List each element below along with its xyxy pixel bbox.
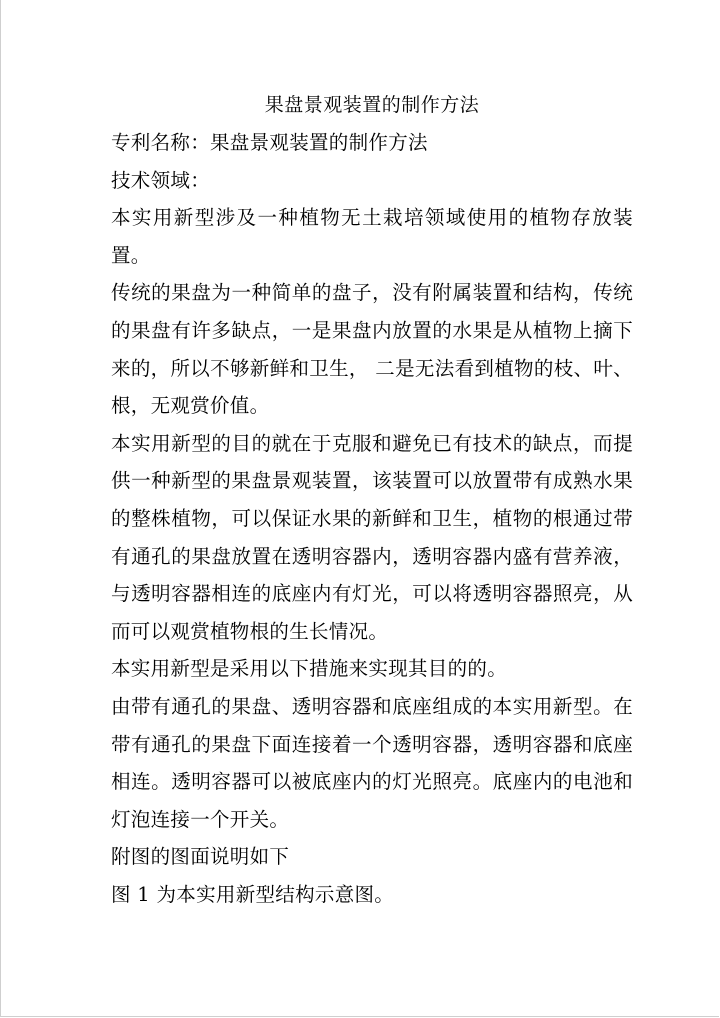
paragraph-figure-heading: 附图的图面说明如下 xyxy=(111,845,290,869)
section-heading-technical-field: 技术领域： xyxy=(111,168,211,192)
document-body xyxy=(111,86,633,913)
document-title: 果盘景观装置的制作方法 xyxy=(264,94,480,116)
patent-name-line: 专利名称：果盘景观装置的制作方法 xyxy=(111,131,428,154)
paragraph-figure-1: 图 1 为本实用新型结构示意图。 xyxy=(111,882,395,906)
paragraph-field: 本实用新型涉及一种植物无土栽培领域使用的植物存放装置。 xyxy=(111,206,633,267)
paragraph-background: 传统的果盘为一种简单的盘子，没有附属装置和结构，传统的果盘有许多缺点，一是果盘内放置的水果是从植物上摘下来的，所以不够新鲜和卫生， 二是无法看到植物的枝、叶、根，无观赏价值。 xyxy=(111,281,633,418)
paragraph-purpose: 本实用新型的目的就在于克服和避免已有技术的缺点，而提供一种新型的果盘景观装置，该装置可以放置带有成熟水果的整株植物，可以保证水果的新鲜和卫生，植物的根通过带有通孔的果盘放置在透明容器内，透明容器内盛有营养液，与透明容器相连的底座内有灯光，可以将透明容器照亮，从而可以观赏植物根的生长情况。 xyxy=(111,431,633,643)
paragraph-measures: 本实用新型是采用以下措施来实现其目的的。 xyxy=(111,657,508,681)
paragraph-structure: 由带有通孔的果盘、透明容器和底座组成的本实用新型。在带有通孔的果盘下面连接着一个透明容器，透明容器和底座相连。透明容器可以被底座内的灯光照亮。底座内的电池和灯泡连接一个开关。 xyxy=(111,694,633,831)
